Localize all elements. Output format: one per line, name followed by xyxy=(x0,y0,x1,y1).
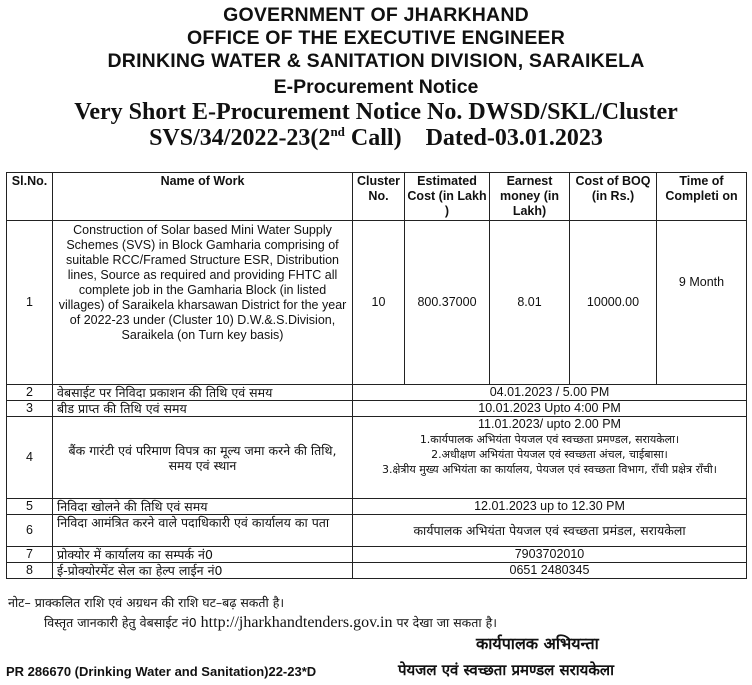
row-label: ई-प्रोक्योरमेंट सेल का हेल्प लाईन नं0 xyxy=(53,563,353,579)
footer-note-amount: नोट– प्राक्कलित राशि एवं अग्रधन की राशि घट–बढ़ सकती है। xyxy=(8,595,285,610)
row-value: 7903702010 xyxy=(353,547,747,563)
office-header xyxy=(0,0,752,73)
website-link[interactable]: http://jharkhandtenders.gov.in xyxy=(200,614,393,631)
row1-cost: 800.37000 xyxy=(405,221,490,385)
row-no: 7 xyxy=(7,547,53,563)
row-label: निविदा आमंत्रित करने वाले पदाधिकारी एवं कार्यालय का पता xyxy=(53,515,353,547)
ref-superscript: nd xyxy=(330,124,345,139)
row-value: 0651 2480345 xyxy=(353,563,747,579)
header-line-office: OFFICE OF THE EXECUTIVE ENGINEER xyxy=(186,27,566,49)
table-row xyxy=(7,417,747,499)
notice-title: E-Procurement Notice xyxy=(273,76,479,98)
tender-table xyxy=(6,172,747,579)
table-row xyxy=(7,385,747,401)
header-cost: Estimated Cost (in Lakh ) xyxy=(405,173,490,221)
row-label: वेबसाईट पर निविदा प्रकाशन की तिथि एवं समय xyxy=(53,385,353,401)
signatory-designation: कार्यपालक अभियन्ता xyxy=(476,634,599,653)
bg-place-1: 1.कार्यपालक अभियंता पेयजल एवं स्वच्छता प्रमण्डल, सरायकेला। xyxy=(419,433,680,446)
website-note-suffix: पर देखा जा सकता है। xyxy=(392,615,497,630)
ref-number: SVS/34/2022-23(2 xyxy=(149,125,331,151)
header-cluster: Cluster No. xyxy=(353,173,405,221)
notice-reference-line1: Very Short E-Procurement Notice No. DWSD/SKL/Cluster xyxy=(74,99,678,125)
row-value: कार्यपालक अभियंता पेयजल एवं स्वच्छता प्रमंडल, सरायकेला xyxy=(353,515,747,547)
row-value xyxy=(353,417,747,499)
pr-number: PR 286670 (Drinking Water and Sanitation)22-23*D xyxy=(6,664,317,679)
header-earnest: Earnest money (in Lakh) xyxy=(490,173,570,221)
bg-deadline: 11.01.2023/ upto 2.00 PM xyxy=(478,417,621,431)
row-value: 10.01.2023 Upto 4:00 PM xyxy=(353,401,747,417)
header-line-government: GOVERNMENT OF JHARKHAND xyxy=(223,4,529,26)
row-no: 8 xyxy=(7,563,53,579)
row-no: 5 xyxy=(7,499,53,515)
row-no: 4 xyxy=(7,417,53,499)
table-row xyxy=(7,221,747,385)
row1-boq: 10000.00 xyxy=(570,221,657,385)
header-boq: Cost of BOQ (in Rs.) xyxy=(570,173,657,221)
header-line-division: DRINKING WATER & SANITATION DIVISION, SARAIKELA xyxy=(107,50,645,72)
row-no: 6 xyxy=(7,515,53,547)
table-row xyxy=(7,563,747,579)
row-value: 12.01.2023 up to 12.30 PM xyxy=(353,499,747,515)
header-work: Name of Work xyxy=(53,173,353,221)
row1-slno: 1 xyxy=(7,221,53,385)
row-label: बैंक गारंटी एवं परिमाण विपत्र का मूल्य जमा करने की तिथि, समय एवं स्थान xyxy=(53,417,353,499)
notice-date: Dated-03.01.2023 xyxy=(425,125,603,151)
table-row xyxy=(7,401,747,417)
bg-place-2: 2.अधीक्षण अभियंता पेयजल एवं स्वच्छता अंचल, चाईबासा। xyxy=(431,448,668,461)
header-time: Time of Completi on xyxy=(657,173,747,221)
footer-note-website xyxy=(44,614,497,632)
row1-earnest: 8.01 xyxy=(490,221,570,385)
header-slno: Sl.No. xyxy=(7,173,53,221)
row-no: 2 xyxy=(7,385,53,401)
row-label: बीड प्राप्त की तिथि एवं समय xyxy=(53,401,353,417)
website-note-prefix: विस्तृत जानकारी हेतु वेबसाईट नं0 xyxy=(44,615,201,630)
table-row xyxy=(7,515,747,547)
bg-place-3: 3.क्षेत्रीय मुख्य अभियंता का कार्यालय, पेयजल एवं स्वच्छता विभाग, राँची प्रक्षेत्र राँची। xyxy=(382,463,717,476)
ref-call: Call) xyxy=(344,125,402,151)
row-no: 3 xyxy=(7,401,53,417)
row1-time: 9 Month xyxy=(657,221,747,385)
row-value: 04.01.2023 / 5.00 PM xyxy=(353,385,747,401)
table-row xyxy=(7,499,747,515)
row1-cluster: 10 xyxy=(353,221,405,385)
notice-reference-line2 xyxy=(0,125,752,151)
row-label: निविदा खोलने की तिथि एवं समय xyxy=(53,499,353,515)
table-row xyxy=(7,547,747,563)
row1-work: Construction of Solar based Mini Water Supply Schemes (SVS) in Block Gamharia comprising of suitable RCC/Framed Structure ESR, Distribution lines, Source as required and providing FHTC all complete job in the Gamharia Block (in listed villages) of Saraikela kharsawan District for the year of 2022-23 under (Cluster 10) D.W.&.S.Division, Saraikela (on Turn key basis) xyxy=(53,221,353,385)
signatory-office: पेयजल एवं स्वच्छता प्रमण्डल सरायकेला xyxy=(398,661,614,679)
row-label: प्रोक्योर में कार्यालय का सम्पर्क नं0 xyxy=(53,547,353,563)
table-header-row xyxy=(7,173,747,221)
